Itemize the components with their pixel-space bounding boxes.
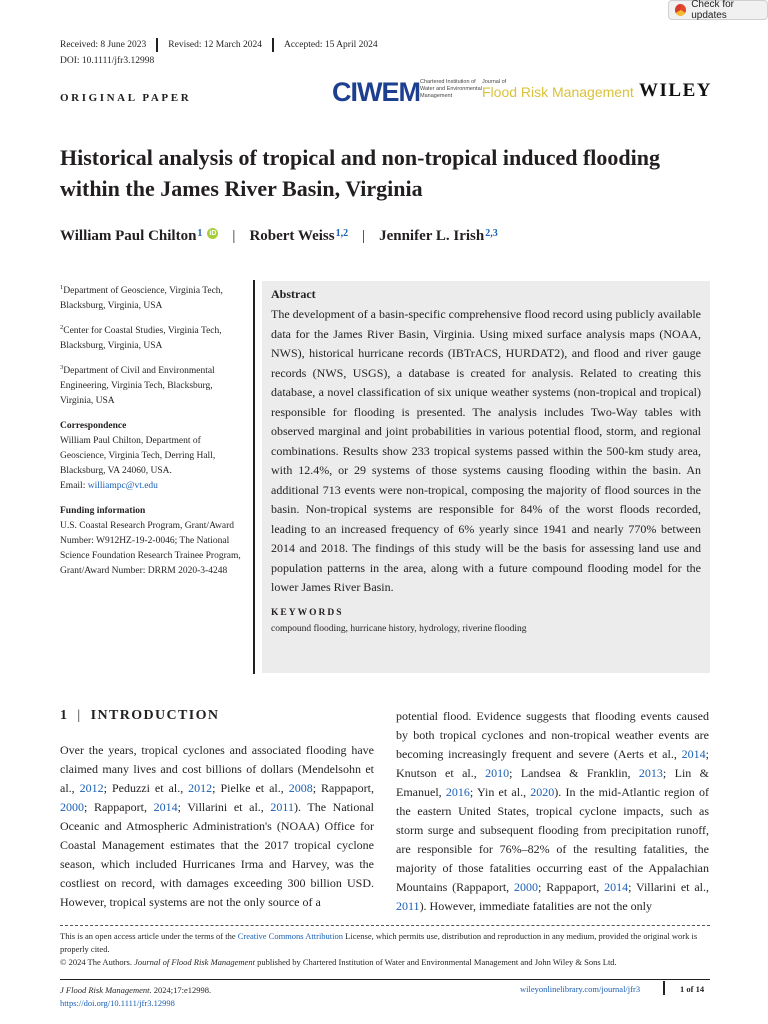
- citation-year-link[interactable]: 2013: [638, 766, 663, 780]
- article-info-column: [60, 280, 248, 579]
- citation-year-link[interactable]: 2014: [681, 747, 706, 761]
- correspondence-label: Correspondence: [60, 421, 127, 432]
- author-affiliation-marker[interactable]: 1: [197, 228, 203, 239]
- author-list: [60, 228, 498, 245]
- citation-year-link[interactable]: 2012: [79, 781, 104, 795]
- section-number: 1: [60, 708, 69, 723]
- citation-year-link[interactable]: 2000: [60, 800, 84, 814]
- correspondence-text: William Paul Chilton, Department of Geoscience, Virginia Tech, Derring Hall, Blacksburg, VA 24060, USA. Email: williampc@vt.edu: [60, 436, 216, 492]
- keywords-heading: KEYWORDS: [271, 607, 344, 618]
- section-heading: [60, 708, 219, 724]
- revised-date: Revised: 12 March 2024: [168, 40, 262, 50]
- page-separator: [663, 981, 665, 995]
- footer-divider: [60, 979, 710, 980]
- citation-year-link[interactable]: 2012: [188, 781, 213, 795]
- author-separator: |: [232, 228, 236, 244]
- license-link[interactable]: Creative Commons Attribution: [237, 931, 344, 941]
- abstract-text: The development of a basin-specific comprehensive flood record using publicly available data for the James River Basin, Virginia. Using mixed surface analysis maps (NOAA, NWS), historical hurricane records (IBTrACS, HURDAT2), and flood and river gauge records (NWS, USGS), a database is created for analysis. Related to creating this database, a novel classification of six unique weather systems (non-tropical and tropical) responsible for flooding is presented. The analysis includes Two-Way tables with observed marginal and joint probabilities in various potential flood, storm, and regional combinations. Results show 233 tropical systems passed within the 500-km study area, with 12.4%, or 29 systems of those systems causing flooding within the basin. An additional 713 events were non-tropical, composing the majority of flood sources in the basin. Non-tropical systems are responsible for 84% of the worst floods recorded, leading to an increased frequency of 6% yearly since 1941 and nearly 770% between 2014 and 2018. The findings of this study will be the basis for assessing land use and population patterns in the area, along with a future compound flooding model for the lower James River Basin.: [271, 307, 701, 594]
- article-title: Historical analysis of tropical and non-tropical induced flooding within the James River Basin, Virginia: [60, 145, 660, 201]
- received-date: Received: 8 June 2023: [60, 40, 147, 50]
- citation-year-link[interactable]: 2014: [153, 800, 178, 814]
- doi: DOI: 10.1111/jfr3.12998: [60, 56, 155, 66]
- doi-link[interactable]: https://doi.org/10.1111/jfr3.12998: [60, 998, 175, 1008]
- author-name[interactable]: William Paul Chilton: [60, 228, 197, 244]
- journal-logo-label: Journal of: [482, 79, 507, 85]
- funding-text: U.S. Coastal Research Program, Grant/Award Number: W912HZ-19-2-0046; The National Science Foundation Research Trainee Program, Grant/Award Number: DRRM 2020-3-4248: [60, 521, 241, 577]
- section-title: INTRODUCTION: [90, 708, 220, 723]
- footnote-divider: [60, 925, 710, 926]
- citation-year-link[interactable]: 2011: [396, 899, 420, 913]
- accepted-date: Accepted: 15 April 2024: [283, 40, 378, 50]
- journal-logo-name: Flood Risk Management: [482, 84, 634, 100]
- citation-year-link[interactable]: 2020: [530, 785, 555, 799]
- author-name[interactable]: Jennifer L. Irish: [379, 228, 485, 244]
- citation-year-link[interactable]: 2010: [485, 766, 510, 780]
- ciwem-logo: CIWEM: [332, 77, 420, 107]
- affiliation: $^1$Department of Geoscience, Virginia Tech, Blacksburg, Virginia, USA: [60, 284, 223, 312]
- affiliation: $^3$Department of Civil and Environmental Engineering, Virginia Tech, Blacksburg, Virginia, USA: [60, 364, 215, 407]
- citation-year-link[interactable]: 2014: [604, 880, 629, 894]
- crossmark-icon: [675, 4, 686, 16]
- citation-year-link[interactable]: 2011: [270, 800, 294, 814]
- check-for-updates-button[interactable]: [668, 0, 768, 20]
- ciwem-logo-subtitle: Chartered Institution of Water and Environmental Management: [420, 79, 482, 99]
- body-column-right: potential flood. Evidence suggests that flooding events caused by both tropical cyclones and non-tropical weather events are becoming increasingly frequent and severe (Aerts et al., 2014; Knutson et al., 2010; Landsea & Franklin, 2013; Lin & Emanuel, 2016; Yin et al., 2020). In the mid-Atlantic region of the eastern United States, tropical cyclone impacts, such as storm surge and subsequent flooding from precipitation runoff, are responsible for 76%–82% of the resulting fatalities, the majority of those fatalities occurring east of the Appalachian Mountains (Rappaport, 2000; Rappaport, 2014; Villarini et al., 2011). However, immediate fatalities are not the only: [396, 709, 710, 913]
- body-column-left: Over the years, tropical cyclones and associated flooding have claimed many lives and cost billions of dollars (Mendelsohn et al., 2012; Peduzzi et al., 2012; Pielke et al., 2008; Rappaport, 2000; Rappaport, 2014; Villarini et al., 2011). The National Oceanic and Atmospheric Administration's (NOAA) Office for Coastal Management estimates that the 2017 tropical cyclone season, which included Hurricanes Irma and Harvey, was the costliest on record, with damages exceeding 300 billion USD. However, tropical systems are not the only source of a: [60, 743, 374, 909]
- column-divider: [253, 280, 255, 674]
- citation-year-link[interactable]: 2016: [445, 785, 470, 799]
- abstract-heading: Abstract: [271, 287, 316, 301]
- affiliation: $^2$Center for Coastal Studies, Virginia Tech, Blacksburg, Virginia, USA: [60, 324, 222, 352]
- check-for-updates-label: Check for updates: [691, 0, 734, 21]
- article-dates: [60, 38, 388, 52]
- section-separator: |: [77, 708, 82, 723]
- license-note: This is an open access article under the terms of the Creative Commons Attribution License, which permits use, distribution and reproduction in any medium, provided the original work is properly cited. © 2024 The Authors. Journal of Flood Risk Management published by Chartered Institution of Water and Environmental Management and John Wiley & Sons Ltd.: [60, 931, 698, 967]
- page-number: 1 of 14: [680, 984, 705, 994]
- orcid-icon[interactable]: iD: [209, 230, 217, 237]
- author-separator: |: [362, 228, 366, 244]
- abstract-box: [262, 281, 710, 673]
- author-name[interactable]: Robert Weiss: [249, 228, 335, 244]
- citation-year-link[interactable]: 2008: [288, 781, 313, 795]
- author-affiliation-marker[interactable]: 1,2: [335, 228, 349, 239]
- citation-year-link[interactable]: 2000: [514, 880, 539, 894]
- funding-label: Funding information: [60, 506, 146, 517]
- citation: J Flood Risk Management. 2024;17:e12998. https://doi.org/10.1111/jfr3.12998: [60, 985, 212, 1008]
- email-link[interactable]: williampc@vt.edu: [87, 481, 158, 492]
- keywords-text: compound flooding, hurricane history, hydrology, riverine flooding: [271, 623, 527, 634]
- journal-site-link[interactable]: wileyonlinelibrary.com/journal/jfr3: [520, 984, 641, 994]
- author-affiliation-marker[interactable]: 2,3: [485, 228, 498, 239]
- article-type: ORIGINAL PAPER: [60, 92, 192, 104]
- wiley-logo: WILEY: [639, 80, 712, 101]
